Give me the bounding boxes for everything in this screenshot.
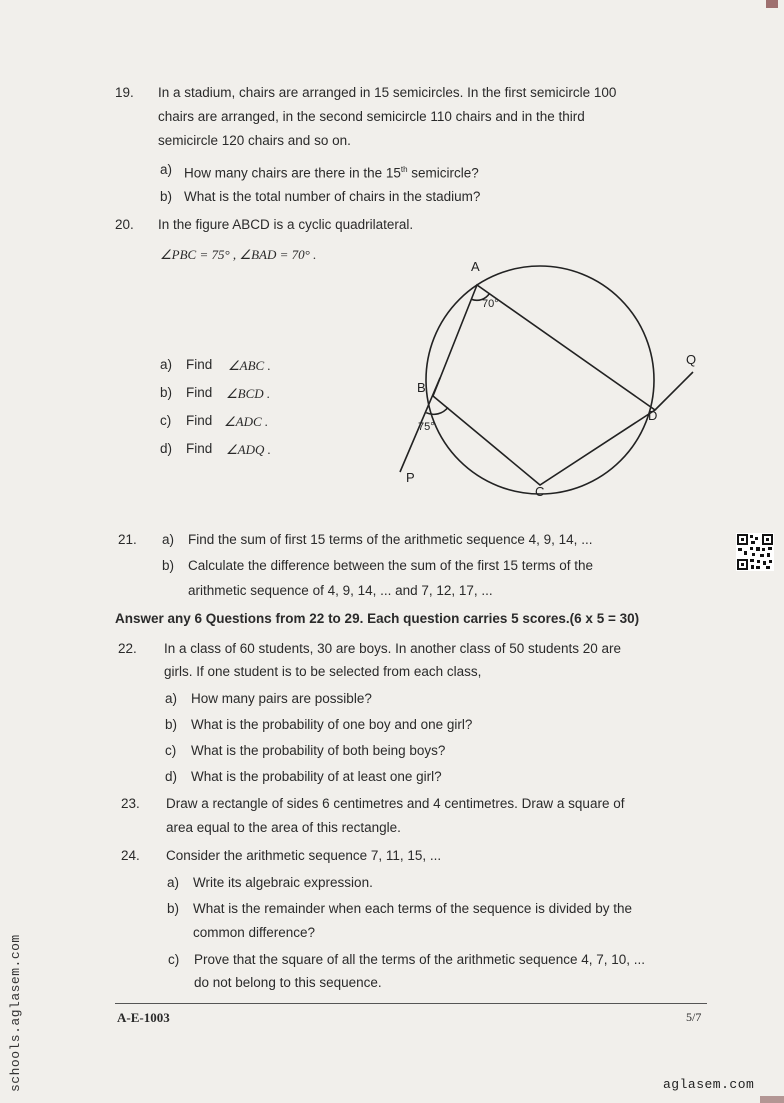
page-edge-mark — [760, 1096, 784, 1103]
part-label: b) — [160, 189, 173, 204]
question-number: 23. — [121, 796, 140, 811]
part-expression: ∠ADQ . — [226, 442, 271, 457]
part-label: a) — [160, 162, 173, 177]
question-text-line: Draw a rectangle of sides 6 centimetres and 4 centimetres. Draw a square of — [166, 796, 625, 811]
given-angles: ∠PBC = 75° , ∠BAD = 70° . — [160, 247, 317, 262]
part-text: Find — [186, 385, 213, 400]
quadrilateral-abcd — [433, 285, 658, 485]
part-label: c) — [168, 952, 180, 967]
cyclic-quadrilateral-figure — [380, 250, 720, 510]
part-text: Prove that the square of all the terms of the arithmetic sequence 4, 7, 10, ... — [194, 952, 645, 967]
question-text-line: Consider the arithmetic sequence 7, 11, 15, ... — [166, 848, 442, 863]
circle — [426, 266, 654, 494]
part-label: a) — [160, 357, 173, 372]
part-label: a) — [165, 691, 178, 706]
part-expression: ∠ADC . — [224, 414, 269, 429]
part-label: b) — [160, 385, 173, 400]
part-expression: ∠BCD . — [226, 386, 271, 401]
question-text-line: chairs are arranged, in the second semicircle 110 chairs and in the third — [158, 109, 585, 124]
point-label-p: P — [406, 470, 415, 485]
line-dq — [655, 372, 693, 410]
part-text: How many pairs are possible? — [191, 691, 372, 706]
question-text-line: area equal to the area of this rectangle. — [166, 820, 401, 835]
vertex-label-c: C — [535, 484, 545, 499]
question-number: 22. — [118, 641, 137, 656]
part-text: What is the remainder when each terms of the sequence is divided by the — [193, 901, 632, 916]
part-label: a) — [167, 875, 180, 890]
part-text: What is the probability of one boy and one girl? — [191, 717, 473, 732]
part-label: c) — [165, 743, 177, 758]
question-number: 19. — [115, 85, 134, 100]
section-heading: Answer any 6 Questions from 22 to 29. Each question carries 5 scores.(6 x 5 = 30) — [115, 611, 640, 626]
part-text: What is the probability of at least one girl? — [191, 769, 442, 784]
part-text: Find the sum of first 15 terms of the arithmetic sequence 4, 9, 14, ... — [188, 532, 593, 547]
part-text: What is the probability of both being boys? — [191, 743, 446, 758]
question-text-line: In the figure ABCD is a cyclic quadrilateral. — [158, 217, 414, 232]
part-label: a) — [162, 532, 175, 547]
part-text: common difference? — [193, 925, 316, 940]
part-text: Calculate the difference between the sum of the first 15 terms of the — [188, 558, 593, 573]
angle-label-a: 70° — [482, 298, 499, 310]
watermark-vertical: schools.aglasem.com — [8, 934, 23, 1092]
part-text: arithmetic sequence of 4, 9, 14, ... and 7, 12, 17, ... — [188, 583, 493, 598]
vertex-label-a: A — [471, 259, 480, 274]
question-text-line: In a stadium, chairs are arranged in 15 semicircles. In the first semicircle 100 — [158, 85, 617, 100]
footer-divider — [115, 1003, 707, 1004]
question-text-line: girls. If one student is to be selected from each class, — [164, 664, 482, 679]
part-expression: ∠ABC . — [228, 358, 271, 373]
part-text: do not belong to this sequence. — [194, 975, 382, 990]
part-label: b) — [167, 901, 180, 916]
part-label: b) — [165, 717, 178, 732]
part-label: c) — [160, 413, 172, 428]
part-label: b) — [162, 558, 175, 573]
watermark-site: aglasem.com — [663, 1077, 755, 1092]
qr-code-icon — [736, 533, 774, 571]
angle-label-b: 75° — [418, 421, 435, 433]
part-text: How many chairs are there in the 15th semicircle? — [184, 165, 479, 181]
part-text: Find — [186, 413, 213, 428]
paper-code: A-E-1003 — [117, 1010, 170, 1025]
vertex-label-d: D — [648, 408, 658, 423]
page-edge-mark — [766, 0, 778, 8]
vertex-label-b: B — [417, 380, 426, 395]
part-label: d) — [160, 441, 173, 456]
page-number: 5/7 — [686, 1010, 702, 1024]
part-text: What is the total number of chairs in the stadium? — [184, 189, 481, 204]
part-text: Write its algebraic expression. — [193, 875, 373, 890]
question-number: 20. — [115, 217, 134, 232]
question-number: 21. — [118, 532, 137, 547]
point-label-q: Q — [686, 352, 697, 367]
part-label: d) — [165, 769, 178, 784]
question-text-line: In a class of 60 students, 30 are boys. In another class of 50 students 20 are — [164, 641, 622, 656]
part-text: Find — [186, 441, 213, 456]
part-text: Find — [186, 357, 213, 372]
question-text-line: semicircle 120 chairs and so on. — [158, 133, 351, 148]
question-number: 24. — [121, 848, 140, 863]
